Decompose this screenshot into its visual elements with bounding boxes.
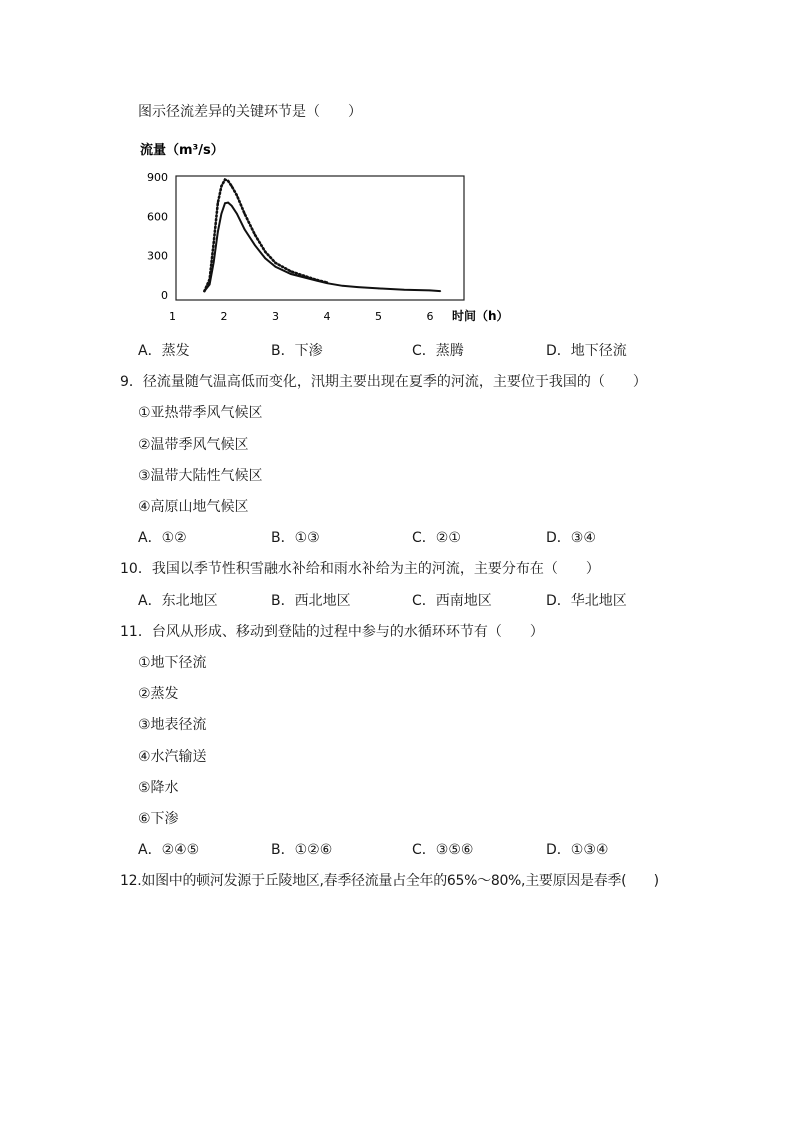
series-2-point [243, 213, 245, 215]
series-1-point [236, 213, 238, 215]
y-axis-label: 流量（m³/s） [140, 143, 224, 158]
q9-option-c[interactable]: C．②① [412, 530, 461, 546]
series-1-point [224, 202, 226, 204]
series-line-1 [204, 203, 440, 292]
series-1-point [429, 290, 431, 292]
series-2-point [217, 202, 219, 204]
x-tick-label: 2 [220, 310, 228, 323]
series-2-point [274, 262, 276, 264]
series-1-point [290, 273, 292, 275]
series-2-point [213, 241, 215, 243]
q9-item-1: ①亚热带季风气候区 [138, 405, 263, 421]
series-2-point [208, 278, 210, 280]
series-1-point [227, 202, 229, 204]
q8-options [138, 341, 658, 361]
series-1-point [209, 284, 211, 286]
y-tick-label: 900 [147, 171, 168, 184]
y-tick-label: 600 [147, 210, 168, 224]
q12-stem: 12.如图中的顿河发源于丘陵地区,春季径流量占全年的65%～80%,主要原因是春季( ) [120, 873, 659, 889]
q8-option-a[interactable]: A．蒸发 [138, 343, 190, 359]
q11-option-d[interactable]: D．①③④ [546, 842, 609, 858]
series-2-point [231, 185, 233, 187]
series-1-point [213, 261, 215, 263]
x-tick-label: 5 [375, 310, 382, 323]
series-2-point [290, 270, 292, 272]
series-2-point [305, 275, 307, 277]
q9-options [138, 528, 658, 548]
q11-item-5: ⑤降水 [138, 780, 179, 796]
series-1-point [221, 213, 223, 215]
q11-option-a[interactable]: A．②④⑤ [138, 842, 200, 858]
x-tick-label: 1 [169, 310, 176, 323]
q9-item-4: ④高原山地气候区 [138, 499, 249, 515]
q8-option-b[interactable]: B．下渗 [271, 343, 323, 359]
q8-option-c[interactable]: C．蒸腾 [412, 343, 464, 359]
series-2-point [264, 251, 266, 253]
q10-option-a[interactable]: A．东北地区 [138, 593, 218, 609]
series-1-point [404, 289, 406, 291]
q10-option-b[interactable]: B．西北地区 [271, 593, 351, 609]
series-1-point [231, 205, 233, 207]
q9-item-2: ②温带季风气候区 [138, 437, 249, 453]
series-1-point [217, 231, 219, 233]
x-tick-label: 6 [426, 310, 434, 323]
series-1-point [342, 285, 344, 287]
q11-option-c[interactable]: C．③⑤⑥ [412, 842, 474, 858]
q11-item-6: ⑥下渗 [138, 811, 179, 827]
series-2-point [220, 185, 222, 187]
q11-item-2: ②蒸发 [138, 686, 179, 702]
x-axis-label: 时间（h） [452, 309, 509, 323]
q8-option-d[interactable]: D．地下径流 [546, 343, 627, 359]
series-1-point [275, 266, 277, 268]
series-1-point [440, 290, 442, 292]
x-tick-label: 4 [323, 310, 331, 323]
q11-option-b[interactable]: B．①②⑥ [271, 842, 333, 858]
q10-stem: 10．我国以季节性积雪融水补给和雨水补给为主的河流，主要分布在（ ） [120, 561, 600, 577]
series-2-point [227, 180, 229, 182]
series-2-point [224, 178, 226, 180]
series-1-point [244, 229, 246, 231]
q9-option-b[interactable]: B．①③ [271, 530, 320, 546]
q11-item-1: ①地下径流 [138, 655, 207, 671]
q9-option-a[interactable]: A．①② [138, 530, 187, 546]
series-1-point [254, 244, 256, 246]
series-2-point [326, 281, 328, 283]
q11-stem: 11．台风从形成、移动到登陆的过程中参与的水循环环节有（ ） [120, 624, 544, 640]
series-2-point [316, 279, 318, 281]
series-2-point [203, 290, 205, 292]
q11-options [138, 840, 658, 860]
series-2-point [236, 194, 238, 196]
x-tick-label: 3 [272, 310, 279, 323]
q10-option-d[interactable]: D．华北地区 [546, 593, 627, 609]
y-tick-label: 0 [161, 289, 168, 302]
q11-item-4: ④水汽输送 [138, 749, 207, 765]
q10-options [138, 591, 658, 611]
series-1-point [378, 288, 380, 290]
series-1-point [264, 258, 266, 260]
series-2-point [254, 234, 256, 236]
q9-item-3: ③温带大陆性气候区 [138, 468, 263, 484]
series-line-2 [204, 180, 327, 292]
y-tick-label: 300 [147, 249, 168, 263]
q9-stem: 9．径流量随气温高低而变化，汛期主要出现在夏季的河流，主要位于我国的（ ） [120, 374, 647, 390]
discharge-chart [136, 134, 536, 334]
q10-option-c[interactable]: C．西南地区 [412, 593, 492, 609]
series-1-point [357, 286, 359, 288]
q11-item-3: ③地表径流 [138, 717, 207, 733]
intro-question: 图示径流差异的关键环节是（ ） [138, 104, 362, 120]
q9-option-d[interactable]: D．③④ [546, 530, 596, 546]
